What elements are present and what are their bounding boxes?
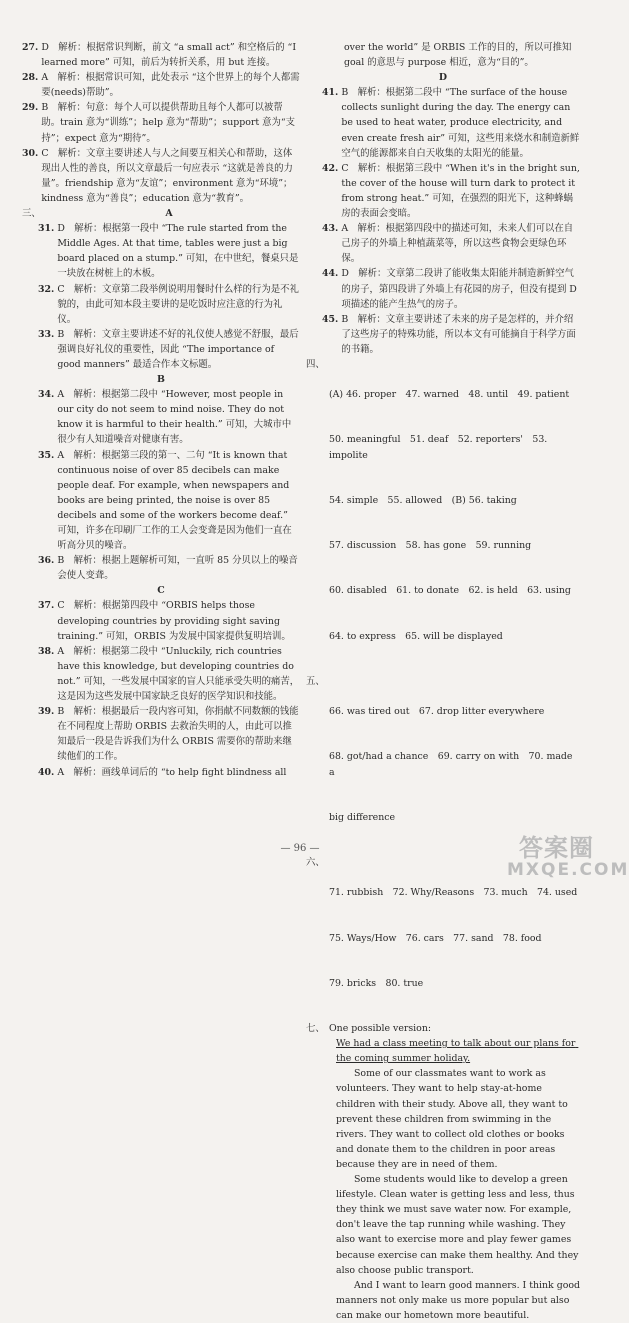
fill-line: 54. simple 55. allowed (B) 56. taking — [329, 494, 517, 506]
watermark-bottom: MXQE.COM — [507, 860, 629, 880]
fill-line: 79. bricks 80. true — [329, 977, 424, 989]
item-text: A 解析：根据常识可知，此处表示 “这个世界上的每个人都需要(needs)帮助”。 — [41, 72, 300, 99]
fill-line: big difference — [329, 811, 396, 823]
item-text: A 解析：根据第二段中 “However, most people in our city do not seem to mind noise. They do not know it is harmful to their health.” 可知，大城市中很少有人知道噪音对健康有害。 — [57, 389, 292, 446]
item-number: 29. — [22, 102, 39, 114]
item-text: B 解析：根据最后一段内容可知，你捐献不同数额的钱能在不同程度上帮助 ORBIS 去救治失明的人，由此可以推知最后一段是告诉我们为什么 ORBIS 需要你的帮助来继续他们的工作。 — [57, 706, 299, 763]
item-number: 37. — [38, 600, 55, 612]
continued-text: over the world” 是 ORBIS 工作的目的，所以可推知 goal 的意思与 purpose 相近，意为“目的”。 — [344, 42, 575, 69]
essay-title: We had a class meeting to talk about our plans for the coming summer holiday. — [336, 1038, 579, 1065]
item-number: 33. — [38, 328, 55, 340]
item-text: B 解析：根据上题解析可知，一直听 85 分贝以上的噪音会使人变聋。 — [57, 555, 298, 582]
watermark-logo — [505, 828, 629, 884]
item-number: 41. — [322, 87, 339, 99]
essay-paragraph: And I want to learn good manners. I think good manners not only make us more popular but also can make our hometown more beautiful. — [336, 1279, 583, 1321]
item-text: A 解析：根据第二段中 “Unluckily, rich countries have this knowledge, but developing countries do not.” 可知，一些发展中国家的盲人只能承受失明的痛苦，这是因为这些发展中国家缺乏良好的医学知识和技能。 — [57, 645, 300, 703]
essay-paragraph: Some of our classmates want to work as volunteers. They want to help stay-at-home children with their study. Above all, they want to prevent these children from swimming in the rivers. They want to collect old clothes or books and donate them to the children in poor areas because they are in need of them. — [336, 1068, 571, 1170]
item-number: 45. — [322, 313, 339, 325]
item-text: D 解析：文章第二段讲了能收集太阳能并制造新鲜空气的房子，第四段讲了外墙上有花园的房子，但没有提到 D 项描述的能产生热气的房子。 — [341, 268, 580, 310]
fill-line: 50. meaningful 51. deaf 52. reporters' 53. impolite — [329, 434, 551, 461]
item-text: A 解析：画线单词后的 “to help fight blindness all — [57, 766, 287, 778]
answer-item — [22, 553, 300, 583]
section-four — [306, 357, 580, 674]
item-number: 27. — [22, 42, 39, 53]
item-number: 34. — [38, 389, 55, 401]
item-number: 35. — [38, 449, 55, 461]
watermark-top: 答案圈 — [519, 834, 594, 862]
item-number: 43. — [322, 223, 339, 235]
fill-line: 57. discussion 58. has gone 59. running — [329, 540, 532, 552]
fill-line: (A) 46. proper 47. warned 48. until 49. patient — [329, 389, 570, 401]
fill-line: 75. Ways/How 76. cars 77. sand 78. food — [329, 932, 542, 944]
fill-line: 68. got/had a chance 69. carry on with 70. made a — [329, 751, 576, 778]
essay-paragraph: Some students would like to develop a green lifestyle. Clean water is getting less and less, thus they think we must save water now. For example, don't leave the tap running while washing. They also want to exercise more and play fewer games because exercise can make them healthy. And they also choose public transport. — [336, 1174, 582, 1276]
item-text: B 解析：根据第二段中 “The surface of the house collects sunlight during the day. The energy can be used to heat water, produce electricity, and even create fresh air” 可知，这些用来烧水和制造新鲜空气的能源都来自白天收集的太阳光的能量。 — [341, 87, 580, 159]
item-number: 28. — [22, 72, 39, 84]
section-label: 四、 — [306, 358, 325, 370]
answer-item — [22, 70, 300, 100]
answer-item — [22, 704, 300, 764]
section-three-header — [22, 206, 300, 221]
answer-item — [22, 327, 300, 372]
fill-line: 60. disabled 61. to donate 62. is held 63. using — [329, 585, 571, 597]
item-text: A 解析：根据第四段中的描述可知，未来人们可以在自己房子的外墙上种植蔬菜等，所以这些食物会更绿色环保。 — [341, 223, 574, 265]
item-number: 39. — [38, 706, 55, 718]
passage-b-label: B — [157, 374, 165, 386]
item-text: B 解析：文章主要讲述了未来的房子是怎样的，并介绍了这些房子的特殊功能，所以本文有可能摘自于科学方面的书籍。 — [341, 313, 576, 355]
section-label: 六、 — [306, 857, 325, 869]
answer-item — [22, 387, 300, 447]
answer-item — [306, 85, 580, 160]
passage-d-label: D — [438, 72, 448, 84]
item-text: A 解析：根据第三段的第一、二句 “It is known that continuous noise of over 85 decibels can make people deaf. For example, when newspapers and books are being printed, the noise is over 85 decibels and some of the workers become deaf.” 可知，许多在印刷厂工作的工人会变聋是因为他们一直在听高分贝的噪音。 — [57, 449, 293, 552]
page-number: — 96 — — [280, 843, 320, 854]
item-text: C 解析：根据第四段中 “ORBIS helps those developing countries by providing sight saving training.” 可知，ORBIS 为发展中国家提供复明培训。 — [57, 600, 291, 642]
item-text: C 解析：文章第二段举例说明用餐时什么样的行为是不礼貌的，由此可知本段主要讲的是吃饭时应注意的行为礼仪。 — [57, 283, 299, 325]
answer-item — [306, 161, 583, 221]
item-number: 31. — [38, 223, 55, 235]
answer-item — [306, 266, 580, 311]
item-number: 38. — [38, 645, 55, 657]
item-text: D 解析：根据常识判断，前文 “a small act” 和空格后的 “I learned more” 可知，前后为转折关系，用 but 连接。 — [41, 42, 300, 69]
answer-item — [306, 221, 580, 266]
answer-item — [306, 312, 580, 357]
answer-item — [22, 221, 300, 281]
passage-a-label: A — [165, 208, 173, 220]
answer-item — [22, 765, 300, 780]
item-text: B 解析：句意：每个人可以提供帮助且每个人都可以被帮助。train 意为“训练”；help 意为“帮助”；support 意为“支持”；expect 意为“期待”。 — [41, 102, 296, 144]
section-label: 五、 — [306, 675, 325, 687]
item-text: C 解析：文章主要讲述人与人之间要互相关心和帮助，这体现出人性的善良，所以文章最后一句应表示 “这就是善良的力量”。friendship 意为“友谊”；environment 意为“环境”；kindness 意为“善良”；education 意为“教育”。 — [41, 147, 293, 204]
fill-line: 71. rubbish 72. Why/Reasons 73. much 74. used — [329, 887, 578, 899]
section-seven — [306, 1021, 580, 1036]
answer-item — [22, 448, 300, 554]
fill-line: 64. to express 65. will be displayed — [329, 630, 503, 642]
item-number: 42. — [322, 162, 339, 174]
item-text: C 解析：根据第三段中 “When it's in the bright sun, the cover of the house will turn dark to protect it from strong heat.” 可知，在强烈的阳光下，这种蜂蜗房的表面会变暗。 — [341, 162, 583, 220]
item-text: D 解析：根据第一段中 “The rule started from the Middle Ages. At that time, tables were just a big board placed on a stump.” 可知，在中世纪，餐桌只是一块放在树桩上的木板。 — [57, 223, 299, 280]
right-column — [306, 40, 583, 1323]
left-column — [22, 40, 300, 780]
answer-item — [22, 598, 300, 643]
passage-c-label: C — [157, 585, 165, 597]
item-number: 32. — [38, 283, 55, 295]
item-number: 36. — [38, 555, 55, 567]
answer-item — [22, 40, 300, 70]
section-label: 三、 — [22, 208, 41, 220]
item-number: 30. — [22, 147, 39, 159]
answer-item — [22, 100, 300, 145]
answer-item — [22, 644, 300, 704]
answer-item — [22, 146, 300, 206]
section-label: 七、 — [306, 1023, 325, 1035]
answer-item — [22, 282, 300, 327]
essay-intro: One possible version: — [329, 1023, 432, 1035]
fill-line: 66. was tired out 67. drop litter everywhere — [329, 706, 545, 718]
item-number: 44. — [322, 268, 339, 280]
item-text: B 解析：文章主要讲述不好的礼仪使人感觉不舒服，最后强调良好礼仪的重要性，因此 “The importance of good manners” 最适合作本文标题。 — [57, 328, 299, 370]
item-number: 40. — [38, 766, 55, 778]
